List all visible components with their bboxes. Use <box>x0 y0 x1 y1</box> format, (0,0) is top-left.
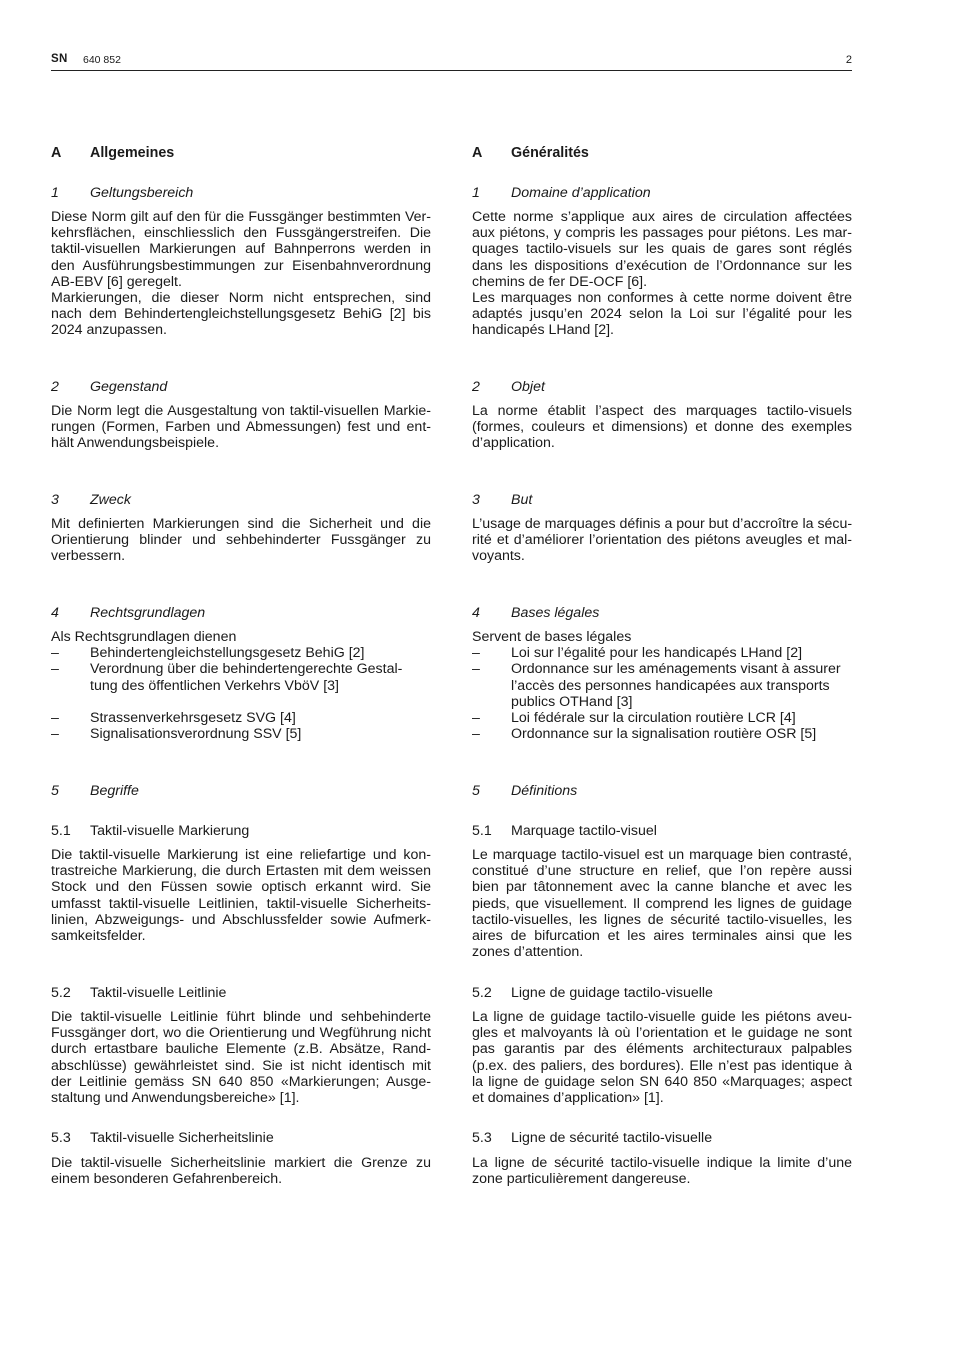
list-item: – Signalisationsverordnung SSV [5] <box>51 726 302 743</box>
list-item-continuation: l’accès des personnes handicapées aux transports <box>511 677 830 694</box>
list-item: – Strassenverkehrsgesetz SVG [4] <box>51 709 296 726</box>
definition-paragraph: Le marquage tactilo-visuel est un marquage bien contrasté, constitué d’une structure en relief, que l’on repère aussi bien par tâtonnement avec la canne blanche et avec les pieds, que visuellement. Il comprend les lignes de guidage tactilo-visuelles, les lignes de sécurité tactilo-visuelles, les aires de bifurcation et les aires terminales ainsi que les zones d’attention. <box>472 847 852 961</box>
sn-logo: SN <box>51 53 68 65</box>
definition-paragraph: La ligne de sécurité tactilo-visuelle indique la limite d’une zone particulièrement dangereuse. <box>472 1155 852 1188</box>
norm-number: 640 852 <box>83 54 121 66</box>
list-item: – Ordonnance sur la signalisation routière OSR [5] <box>472 726 817 743</box>
list-intro: Servent de bases légales <box>472 629 632 645</box>
page-header <box>51 52 852 71</box>
list-item: – Behindertengleichstellungsgesetz BehiG [2] <box>51 645 365 662</box>
list-item-continuation: tung des öffentlichen Verkehrs VböV [3] <box>90 677 339 694</box>
definition-paragraph: La ligne de guidage tactilo-visuelle guide les piétons aveu- gles et malvoyants là où l’orientation et le guidage ne sont pas garantis par des éléments architecturaux palpables (p.ex. des paliers, des bordures). Elle n’est pas identique à la ligne de guidage selon SN 640 850 «Marquages; aspect et domaines d’application» [1]. <box>472 1009 852 1107</box>
list-intro: Als Rechtsgrundlagen dienen <box>51 629 237 645</box>
definition-paragraph: Die taktil-visuelle Sicherheitslinie markiert die Grenze zu einem besonderen Gefahrenbereich. <box>51 1155 431 1188</box>
list-item: – Verordnung über die behindertengerechte Gestal- <box>51 661 403 678</box>
purpose-paragraph: L’usage de marquages définis a pour but d’accroître la sécu- rité et d’améliorer l’orientation des piétons aveugles et mal- voyants. <box>472 516 853 565</box>
page-number: 2 <box>845 54 852 66</box>
subject-paragraph: La norme établit l’aspect des marquages tactilo-visuels (formes, couleurs et dimensions) et donne des exemples d’application. <box>472 403 852 452</box>
legal-basis-list <box>51 629 431 742</box>
definition-paragraph: Die taktil-visuelle Markierung ist eine reliefartige und kon- trastreiche Markierung, die durch Ertasten mit dem weissen Stock und den Füssen sowie optisch erkannt wird. Sie umfasst taktil-visuelle Leitlinien, taktil-visuelle Sicherheits- linien, Abzweigungs- und Abschlussfelder sowie Aufmerk- samkeitsfelder. <box>51 847 431 945</box>
list-item-continuation: publics OTHand [3] <box>511 693 633 710</box>
scope-paragraph: Cette norme s’applique aux aires de circulation affectées aux piétons, y compris les passages pour piétons. Les mar- quages tactilo-visuels sur les quais de gares sont réglés dans les dispositions d’exécution de l’Ordonnance sur les chemins de fer DE-OCF [6]. Les marquages non conformes à cette norme doivent être adaptés jusqu’en 2024 selon la Loi sur l’égalité pour les handicapés LHand [2]. <box>472 209 852 339</box>
purpose-paragraph: Mit definierten Markierungen sind die Sicherheit und die Orientierung blinder und sehbehinderter Fussgänger zu verbessern. <box>51 516 431 565</box>
list-item: – Loi sur l’égalité pour les handicapés LHand [2] <box>472 645 803 662</box>
subject-paragraph: Die Norm legt die Ausgestaltung von taktil-visuellen Markie- rungen (Formen, Farben und Abmessungen) fest und ent- hält Anwendungsbeispiele. <box>51 403 431 452</box>
list-item: – Loi fédérale sur la circulation routière LCR [4] <box>472 710 796 727</box>
definition-paragraph: Die taktil-visuelle Leitlinie führt blinde und sehbehinderte Fussgänger dort, wo die Orientierung und Wegführung nicht durch ertastbare bauliche Elemente (z.B. Absätze, Rand- abschlüsse) gewährleistet sind. Sie ist nicht identisch mit der Leitlinie gemäss SN 640 850 «Markierungen; Ausge- staltung und Anwendungsbereiche» [1]. <box>51 1009 431 1107</box>
legal-basis-list <box>472 629 852 742</box>
scope-paragraph: Diese Norm gilt auf den für die Fussgänger bestimmten Ver- kehrsflächen, einschliesslich den Fussgängerstreifen. Die taktil-visuellen Markierungen auf Bahnperrons werden in den Ausführungsbestimmungen zur Eisenbahnverordnung AB-EBV [6] geregelt. Markierungen, die dieser Norm nicht entsprechen, sind nach dem Behindertengleichstellungsgesetz BehiG [2] bis 2024 anzupassen. <box>51 209 431 339</box>
list-item: – Ordonnance sur les aménagements visant à assurer <box>472 661 841 678</box>
